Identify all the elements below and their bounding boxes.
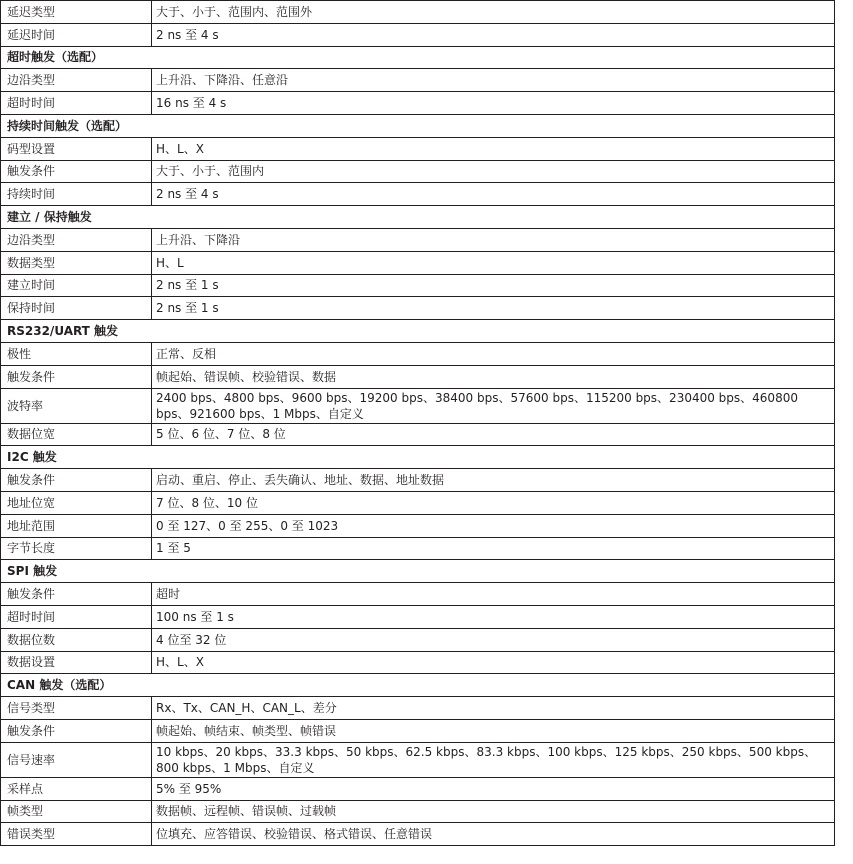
row-label: 超时时间	[1, 605, 152, 628]
row-label: 触发条件	[1, 160, 152, 183]
row-value: Rx、Tx、CAN_H、CAN_L、差分	[152, 697, 835, 720]
row-value: 100 ns 至 1 s	[152, 605, 835, 628]
row-value: 5 位、6 位、7 位、8 位	[152, 423, 835, 446]
row-label: 极性	[1, 342, 152, 365]
row-label: 触发条件	[1, 583, 152, 606]
table-row	[1, 23, 835, 46]
row-value: 位填充、应答错误、校验错误、格式错误、任意错误	[152, 823, 835, 846]
row-label: 地址范围	[1, 514, 152, 537]
section-header-row	[1, 674, 835, 697]
row-value: 7 位、8 位、10 位	[152, 491, 835, 514]
table-row	[1, 388, 835, 423]
table-row	[1, 719, 835, 742]
row-label: 边沿类型	[1, 228, 152, 251]
row-label: 信号类型	[1, 697, 152, 720]
row-value: 10 kbps、20 kbps、33.3 kbps、50 kbps、62.5 kbps、83.3 kbps、100 kbps、125 kbps、250 kbps、500 kbps、800 kbps、1 Mbps、自定义	[152, 742, 835, 777]
section-header-row	[1, 560, 835, 583]
table-row	[1, 777, 835, 800]
table-row	[1, 423, 835, 446]
row-label: 数据位宽	[1, 423, 152, 446]
section-title: I2C 触发	[1, 446, 835, 469]
section-header-row	[1, 114, 835, 137]
section-title: SPI 触发	[1, 560, 835, 583]
row-value: 2 ns 至 1 s	[152, 297, 835, 320]
table-row	[1, 251, 835, 274]
row-value: 上升沿、下降沿	[152, 228, 835, 251]
row-label: 信号速率	[1, 742, 152, 777]
section-title: CAN 触发（选配）	[1, 674, 835, 697]
table-row	[1, 342, 835, 365]
section-header-row	[1, 320, 835, 343]
row-label: 地址位宽	[1, 491, 152, 514]
row-value: 2 ns 至 1 s	[152, 274, 835, 297]
row-value: 数据帧、远程帧、错误帧、过载帧	[152, 800, 835, 823]
table-row	[1, 183, 835, 206]
row-value: 帧起始、错误帧、校验错误、数据	[152, 365, 835, 388]
section-header-row	[1, 46, 835, 69]
row-value: H、L、X	[152, 651, 835, 674]
table-row	[1, 800, 835, 823]
row-label: 持续时间	[1, 183, 152, 206]
row-label: 触发条件	[1, 469, 152, 492]
table-row	[1, 651, 835, 674]
table-row	[1, 274, 835, 297]
row-value: 0 至 127、0 至 255、0 至 1023	[152, 514, 835, 537]
row-value: 2 ns 至 4 s	[152, 183, 835, 206]
table-row	[1, 297, 835, 320]
row-value: 1 至 5	[152, 537, 835, 560]
table-row	[1, 365, 835, 388]
row-label: 触发条件	[1, 719, 152, 742]
row-value: 超时	[152, 583, 835, 606]
row-label: 数据设置	[1, 651, 152, 674]
section-title: 建立 / 保持触发	[1, 206, 835, 229]
table-row	[1, 228, 835, 251]
table-row	[1, 92, 835, 115]
table-row	[1, 628, 835, 651]
row-value: 2400 bps、4800 bps、9600 bps、19200 bps、38400 bps、57600 bps、115200 bps、230400 bps、460800 bps、921600 bps、1 Mbps、自定义	[152, 388, 835, 423]
row-label: 保持时间	[1, 297, 152, 320]
row-label: 数据类型	[1, 251, 152, 274]
row-label: 延迟类型	[1, 1, 152, 24]
row-value: 正常、反相	[152, 342, 835, 365]
row-value: 帧起始、帧结束、帧类型、帧错误	[152, 719, 835, 742]
row-value: 大于、小于、范围内	[152, 160, 835, 183]
table-row	[1, 742, 835, 777]
row-label: 错误类型	[1, 823, 152, 846]
table-row	[1, 605, 835, 628]
row-value: 启动、重启、停止、丢失确认、地址、数据、地址数据	[152, 469, 835, 492]
section-header-row	[1, 206, 835, 229]
table-row	[1, 69, 835, 92]
table-row	[1, 160, 835, 183]
row-label: 采样点	[1, 777, 152, 800]
row-value: H、L	[152, 251, 835, 274]
row-label: 超时时间	[1, 92, 152, 115]
row-label: 建立时间	[1, 274, 152, 297]
row-value: 2 ns 至 4 s	[152, 23, 835, 46]
section-title: 超时触发（选配）	[1, 46, 835, 69]
section-title: 持续时间触发（选配）	[1, 114, 835, 137]
table-row	[1, 1, 835, 24]
row-label: 波特率	[1, 388, 152, 423]
table-row	[1, 697, 835, 720]
row-value: 5% 至 95%	[152, 777, 835, 800]
row-value: 4 位至 32 位	[152, 628, 835, 651]
table-row	[1, 583, 835, 606]
table-row	[1, 823, 835, 846]
row-label: 数据位数	[1, 628, 152, 651]
row-value: H、L、X	[152, 137, 835, 160]
table-row	[1, 514, 835, 537]
row-label: 字节长度	[1, 537, 152, 560]
table-row	[1, 537, 835, 560]
spec-table-body	[1, 1, 835, 846]
row-label: 帧类型	[1, 800, 152, 823]
row-value: 16 ns 至 4 s	[152, 92, 835, 115]
row-label: 延迟时间	[1, 23, 152, 46]
section-title: RS232/UART 触发	[1, 320, 835, 343]
row-label: 边沿类型	[1, 69, 152, 92]
row-label: 码型设置	[1, 137, 152, 160]
section-header-row	[1, 446, 835, 469]
table-row	[1, 137, 835, 160]
row-label: 触发条件	[1, 365, 152, 388]
table-row	[1, 469, 835, 492]
row-value: 大于、小于、范围内、范围外	[152, 1, 835, 24]
row-value: 上升沿、下降沿、任意沿	[152, 69, 835, 92]
table-row	[1, 491, 835, 514]
